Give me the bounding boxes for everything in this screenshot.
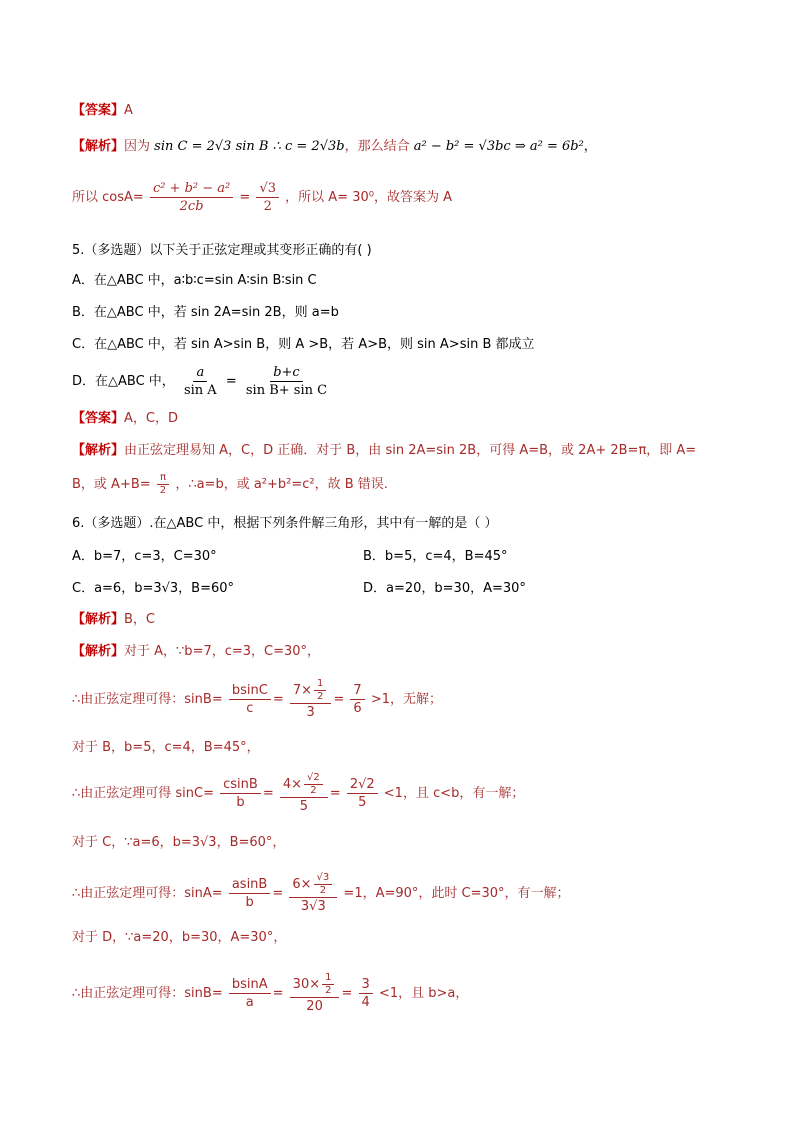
answer-q4 bbox=[72, 102, 133, 120]
analysis-q6-case-b: ∴由正弦定理可得 sinC= $\frac{csinB}{b}$ = 4× $\frac{√2}{2}$ 5 = $\frac{2√2}{5}$ <1，且 c<b，有一解； bbox=[72, 772, 525, 814]
fraction: 4× $\frac{√2}{2}$ 5 bbox=[280, 772, 328, 815]
fraction: $\frac{bsinC}{c}$ bbox=[229, 682, 271, 717]
analysis-q6-case-a: ∴由正弦定理可得：sinB= $\frac{bsinC}{c}$ = 7× $\frac{1}{2}$ 3 = $\frac{7}{6}$ >1，无解； bbox=[72, 678, 443, 720]
q5-option-c: C．在△ABC 中，若 sin A>sin B，则 A >B，若 A>B，则 sin A>sin B 都成立 bbox=[72, 337, 535, 352]
analysis-q6-case-c-intro: 对于 C，∵a=6，b=3√3，B=60°， bbox=[72, 835, 286, 850]
answer-q6: 【解析】B，C bbox=[72, 612, 156, 627]
fraction: 7× $\frac{1}{2}$ 3 bbox=[290, 678, 332, 721]
fraction: $\frac{csinB}{b}$ bbox=[220, 776, 261, 811]
answer-label: 【答案】 bbox=[72, 103, 125, 118]
q6-option-a: A．b=7，c=3，C=30° bbox=[72, 549, 217, 564]
q6-option-d: D．a=20，b=30，A=30° bbox=[363, 581, 526, 596]
analysis-q6-case-d: ∴由正弦定理可得：sinB= $\frac{bsinA}{a}$ = 30× $\frac{1}{2}$ 20 = $\frac{3}{4}$ <1，且 b>a， bbox=[72, 972, 469, 1014]
q5-option-b: B．在△ABC 中，若 sin 2A=sin 2B，则 a=b bbox=[72, 305, 339, 320]
fraction: $\frac{\pi}{2}$ bbox=[157, 472, 169, 497]
analysis-q4-line2: 所以 cosA= $\frac{\text{c² + b² − a²}}{2cb}$ = $\frac{√3}{2}$ ，所以 A= 30⁰，故答案为 A bbox=[72, 181, 452, 214]
analysis-q6-case-d-intro: 对于 D，∵a=20，b=30，A=30°， bbox=[72, 930, 287, 945]
q5-option-a: A．在△ABC 中，a∶b∶c=sin A∶sin B∶sin C bbox=[72, 273, 317, 288]
q5-option-d: D．在△ABC 中， $\frac{a}{\text{sin A}}$ = $\frac{b+c}{\text{sin B+ sin C}}$ bbox=[72, 364, 332, 399]
analysis-q5-line1: 【解析】由正弦定理易知 A，C，D 正确．对于 B，由 sin 2A=sin 2B，可得 A=B，或 2A+ 2B=π，即 A= bbox=[72, 443, 697, 458]
fraction: $\frac{bsinA}{a}$ bbox=[229, 976, 271, 1011]
answer-value: A bbox=[124, 103, 133, 118]
equation: a² − b² = √3bc ⇒ a² = 6b² bbox=[413, 139, 584, 154]
analysis-q6-case-b-intro: 对于 B，b=5，c=4，B=45°， bbox=[72, 740, 260, 755]
q6-option-c: C．a=6，b=3√3，B=60° bbox=[72, 581, 235, 596]
analysis-q4-line1: 【解析】因为 sin C = 2√3 sin B ∴ c = 2√3b，那么结合 a² − b² = √3bc ⇒ a² = 6b²， bbox=[72, 139, 597, 154]
fraction: $\frac{\text{c² + b² − a²}}{2cb}$ bbox=[150, 180, 233, 215]
fraction: $\frac{b+c}{\text{sin B+ sin C}}$ bbox=[245, 365, 328, 398]
fraction: 30× $\frac{1}{2}$ 20 bbox=[290, 972, 340, 1015]
fraction: $\frac{2√2}{5}$ bbox=[347, 776, 378, 811]
fraction: $\frac{7}{6}$ bbox=[350, 682, 364, 717]
analysis-q6-case-c: ∴由正弦定理可得：sinA= $\frac{asinB}{b}$ = 6× $\frac{√3}{2}$ 3√3 =1，A=90°，此时 C=30°，有一解； bbox=[72, 872, 570, 914]
equation: sin C = 2√3 sin B ∴ c = 2√3b bbox=[154, 139, 345, 154]
fraction: $\frac{a}{\text{sin A}}$ bbox=[183, 365, 217, 398]
analysis-q5-line2: B，或 A+B= $\frac{\pi}{2}$ ，∴a=b，或 a²+b²=c²，故 B 错误. bbox=[72, 472, 388, 496]
fraction: $\frac{asinB}{b}$ bbox=[229, 876, 271, 911]
fraction: $\frac{√3}{2}$ bbox=[256, 180, 279, 215]
fraction: 6× $\frac{√3}{2}$ 3√3 bbox=[289, 872, 337, 915]
question-5-stem: 5.（多选题）以下关于正弦定理或其变形正确的有( ) bbox=[72, 243, 372, 258]
q6-option-b: B．b=5，c=4，B=45° bbox=[363, 549, 508, 564]
analysis-q6-case-a-intro: 【解析】对于 A，∵b=7，c=3，C=30°， bbox=[72, 644, 321, 659]
answer-q5: 【答案】A，C，D bbox=[72, 411, 178, 426]
analysis-label: 【解析】 bbox=[72, 139, 125, 154]
fraction: $\frac{3}{4}$ bbox=[359, 976, 373, 1011]
question-6-stem: 6.（多选题）.在△ABC 中，根据下列条件解三角形，其中有一解的是（ ） bbox=[72, 516, 498, 531]
